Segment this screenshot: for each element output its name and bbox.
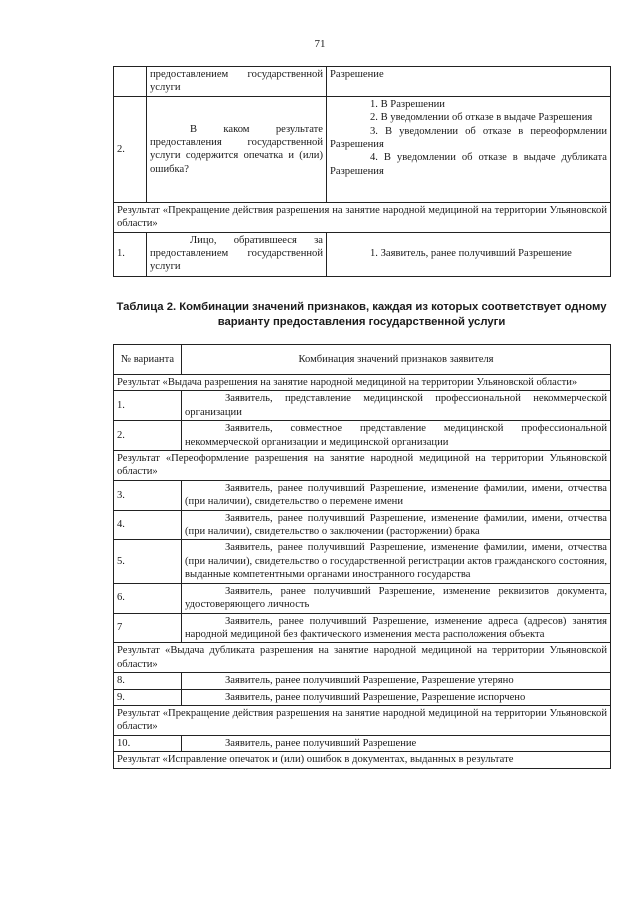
variant-number: 7	[114, 613, 182, 643]
page-number: 71	[314, 38, 326, 50]
variant-number: 9.	[114, 689, 182, 705]
answer-cell: Разрешение	[327, 67, 611, 97]
question-cell: предоставлением государственной услуги	[147, 67, 327, 97]
variant-combination: Заявитель, представление медицинской профессиональной некоммерческой организации	[182, 391, 611, 421]
variant-row	[114, 583, 611, 613]
variant-number: 10.	[114, 735, 182, 751]
answer-cell: 1. Заявитель, ранее получивший Разрешение	[327, 232, 611, 276]
table-caption: Таблица 2. Комбинации значений признаков, каждая из которых соответствует одному варианту предоставления государственной услуги	[116, 301, 607, 328]
variant-number: 5.	[114, 540, 182, 583]
variant-row	[114, 510, 611, 540]
variant-number: 3.	[114, 480, 182, 510]
variant-number: 2.	[114, 421, 182, 451]
row-number: 2.	[114, 96, 147, 202]
variant-row	[114, 480, 611, 510]
table-header-row	[114, 345, 611, 375]
header-combination: Комбинация значений признаков заявителя	[182, 345, 611, 375]
variant-number: 8.	[114, 673, 182, 689]
result-text: Результат «Исправление опечаток и (или) ошибок в документах, выданных в результате	[114, 752, 611, 768]
variant-combination: Заявитель, ранее получивший Разрешение, изменение фамилии, имени, отчества (при наличии), свидетельство о заключении (расторжении) брака	[182, 510, 611, 540]
result-text: Результат «Прекращение действия разрешения на занятие народной медициной на территории Ульяновской области»	[114, 705, 611, 735]
result-text: Результат «Переоформление разрешения на занятие народной медициной на территории Ульяновской области»	[114, 451, 611, 481]
variant-combination: Заявитель, совместное представление медицинской профессиональной некоммерческой организации и медицинской организации	[182, 421, 611, 451]
variant-row	[114, 540, 611, 583]
table-variants	[113, 344, 611, 769]
variant-combination: Заявитель, ранее получивший Разрешение, изменение фамилии, имени, отчества (при наличии), свидетельство о государственной регистрации актов гражданского состояния, выданные компетентными органами иностранного государства	[182, 540, 611, 583]
answer-option: 3. В уведомлении об отказе в переоформлении Разрешения	[330, 125, 607, 151]
row-number: 1.	[114, 232, 147, 276]
result-text: Результат «Выдача дубликата разрешения на занятие народной медициной на территории Ульяновской области»	[114, 643, 611, 673]
table-row	[114, 96, 611, 202]
variant-combination: Заявитель, ранее получивший Разрешение, изменение фамилии, имени, отчества (при наличии), свидетельство о перемене имени	[182, 480, 611, 510]
variant-combination: Заявитель, ранее получивший Разрешение, изменение реквизитов документа, удостоверяющего личность	[182, 583, 611, 613]
table-cell	[114, 67, 147, 97]
answer-option: 1. В Разрешении	[370, 98, 445, 110]
variant-combination: Заявитель, ранее получивший Разрешение, изменение адреса (адресов) занятия народной медициной без фактического изменения места расположения объекта	[182, 613, 611, 643]
variant-row	[114, 613, 611, 643]
variant-row	[114, 421, 611, 451]
variant-row	[114, 689, 611, 705]
table-criteria	[113, 66, 611, 277]
result-row	[114, 451, 611, 481]
variant-row	[114, 735, 611, 751]
result-row	[114, 375, 611, 391]
result-text: Результат «Прекращение действия разрешения на занятие народной медициной на территории Ульяновской области»	[114, 202, 611, 232]
answer-option: 2. В уведомлении об отказе в выдаче Разрешения	[370, 112, 593, 124]
variant-number: 1.	[114, 391, 182, 421]
variant-row	[114, 673, 611, 689]
variant-row	[114, 391, 611, 421]
result-row	[114, 752, 611, 768]
variant-combination: Заявитель, ранее получивший Разрешение	[182, 735, 611, 751]
answer-option: 4. В уведомлении об отказе в выдаче дубликата Разрешения	[330, 152, 607, 177]
table-row	[114, 232, 611, 276]
result-row	[114, 643, 611, 673]
table-row	[114, 67, 611, 97]
result-text: Результат «Выдача разрешения на занятие народной медициной на территории Ульяновской области»	[114, 375, 611, 391]
header-variant-number: № варианта	[114, 345, 182, 375]
question-cell: В каком результате предоставления государственной услуги содержится опечатка и (или) ошибка?	[147, 96, 327, 202]
variant-combination: Заявитель, ранее получивший Разрешение, Разрешение испорчено	[182, 689, 611, 705]
result-row	[114, 202, 611, 232]
question-cell: Лицо, обратившееся за предоставлением государственной услуги	[147, 232, 327, 276]
variant-combination: Заявитель, ранее получивший Разрешение, Разрешение утеряно	[182, 673, 611, 689]
answer-list	[327, 96, 611, 202]
variant-number: 4.	[114, 510, 182, 540]
result-row	[114, 705, 611, 735]
variant-number: 6.	[114, 583, 182, 613]
